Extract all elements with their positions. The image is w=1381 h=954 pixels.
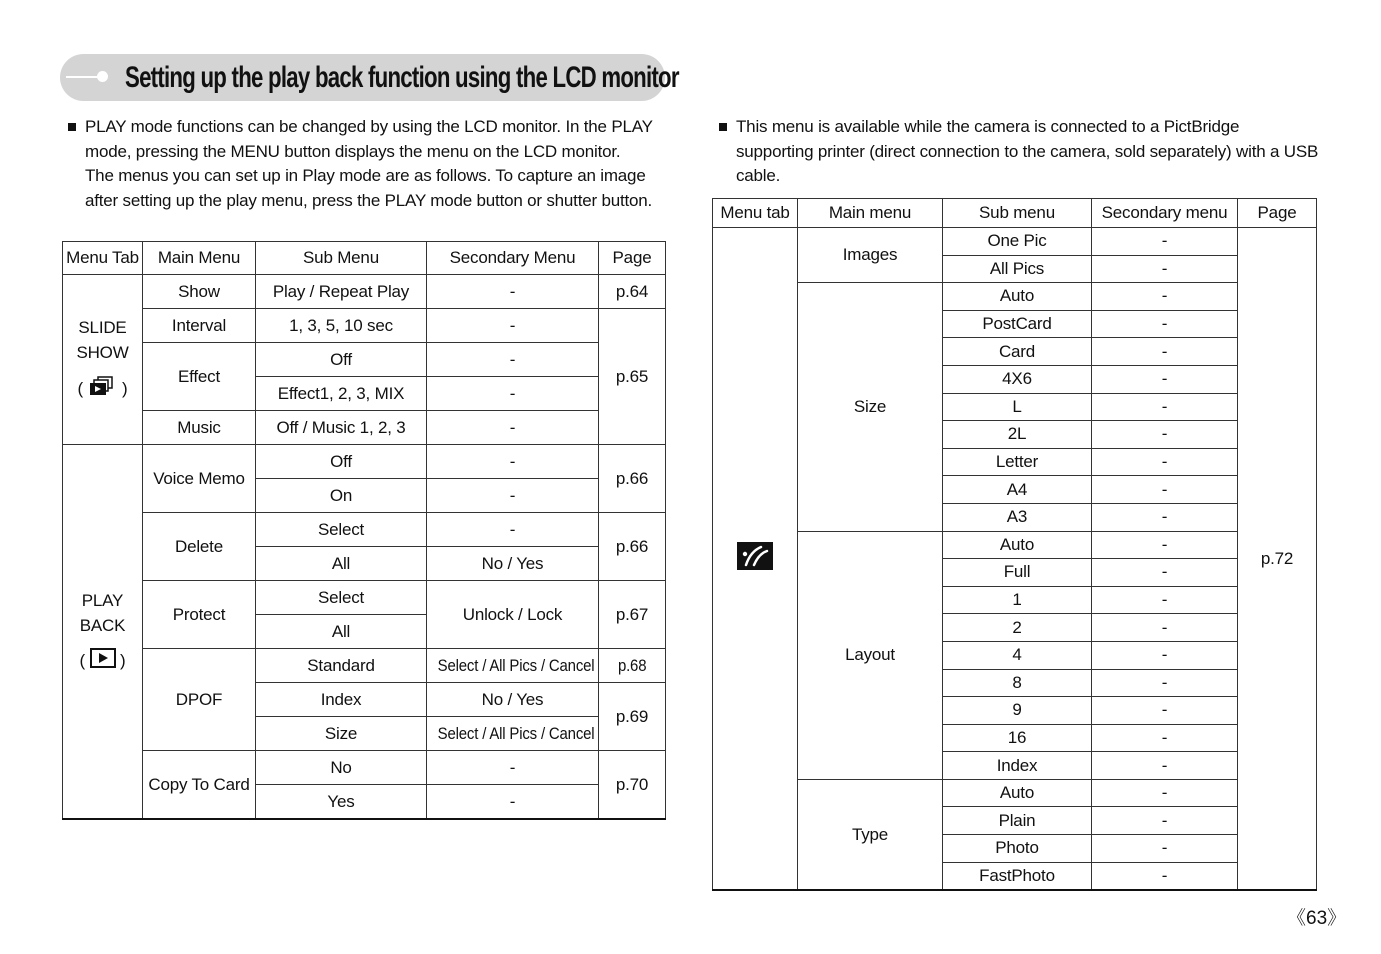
table-row: 4X6 - xyxy=(713,365,1317,393)
header-secondary-menu: Secondary Menu xyxy=(427,242,599,275)
table-row: FastPhoto - xyxy=(713,862,1317,890)
intro-right-paragraph: This menu is available while the camera is connected to a PictBridge supporting printer (direct connection to the camera, sold separately) with a USB cable. xyxy=(719,115,1319,189)
table-row: All xyxy=(63,615,666,649)
page-ref: p.72 xyxy=(1238,228,1317,891)
play-icon xyxy=(90,648,116,675)
main-menu-voice-memo: Voice Memo xyxy=(143,445,256,513)
main-menu-music: Music xyxy=(143,411,256,445)
table-row: SLIDE SHOW ( ) Show Play / Repeat Play - p.64 xyxy=(63,275,666,309)
table-row: 1 - xyxy=(713,586,1317,614)
menu-tab-playback: PLAY BACK ( ) xyxy=(63,445,143,820)
main-menu-layout: Layout xyxy=(798,531,943,779)
table-row: Size Auto - xyxy=(713,283,1317,311)
table-row: Index No / Yes p.69 xyxy=(63,683,666,717)
banner-dot-decoration xyxy=(97,71,108,82)
main-menu-delete: Delete xyxy=(143,513,256,581)
main-menu-protect: Protect xyxy=(143,581,256,649)
table-row: Images One Pic - p.72 xyxy=(713,228,1317,256)
table-row: 9 - xyxy=(713,697,1317,725)
table-row: DPOF Standard Select / All Pics / Cancel p.68 xyxy=(63,649,666,683)
table-row: Music Off / Music 1, 2, 3 - xyxy=(63,411,666,445)
table-row: A4 - xyxy=(713,476,1317,504)
main-menu-type: Type xyxy=(798,779,943,890)
table-row: Delete Select - p.66 xyxy=(63,513,666,547)
table-row: 2 - xyxy=(713,614,1317,642)
table-row: Layout Auto - xyxy=(713,531,1317,559)
table-row: Effect Off - xyxy=(63,343,666,377)
table-row: Full - xyxy=(713,559,1317,587)
main-menu-show: Show xyxy=(143,275,256,309)
bullet-square-icon xyxy=(719,123,727,131)
menu-tab-pictbridge xyxy=(713,228,798,891)
table-row: Size Select / All Pics / Cancel xyxy=(63,717,666,751)
main-menu-effect: Effect xyxy=(143,343,256,411)
header-main-menu: Main menu xyxy=(798,199,943,228)
table-row: Copy To Card No - p.70 xyxy=(63,751,666,785)
table-row: Yes - xyxy=(63,785,666,820)
table-row: All Pics - xyxy=(713,255,1317,283)
table-row: A3 - xyxy=(713,503,1317,531)
header-sub-menu: Sub Menu xyxy=(256,242,427,275)
table-row: L - xyxy=(713,393,1317,421)
table-row: All No / Yes xyxy=(63,547,666,581)
header-menu-tab: Menu Tab xyxy=(63,242,143,275)
table-row: Letter - xyxy=(713,448,1317,476)
slideshow-icon xyxy=(88,375,118,404)
table-row: Index - xyxy=(713,752,1317,780)
menu-tab-slideshow: SLIDE SHOW ( ) xyxy=(63,275,143,445)
table-row: Photo - xyxy=(713,835,1317,863)
page-title: Setting up the play back function using the LCD monitor xyxy=(125,61,679,94)
bullet-square-icon xyxy=(68,123,76,131)
header-secondary-menu: Secondary menu xyxy=(1092,199,1238,228)
header-sub-menu: Sub menu xyxy=(943,199,1092,228)
pictbridge-icon xyxy=(737,542,773,575)
table-row: 2L - xyxy=(713,421,1317,449)
table-header-row xyxy=(713,199,1317,228)
table-row: Protect Select Unlock / Lock p.67 xyxy=(63,581,666,615)
intro-left-paragraph: PLAY mode functions can be changed by using the LCD monitor. In the PLAY mode, pressing the MENU button displays the menu on the LCD monitor. The menus you can set up in Play mode are as follows. To capture an image after setting up the play menu, press the PLAY mode button or shutter button. xyxy=(68,115,653,213)
play-menu-table xyxy=(62,241,666,820)
page-number: 《63》 xyxy=(1287,908,1347,929)
main-menu-dpof: DPOF xyxy=(143,649,256,751)
main-menu-interval: Interval xyxy=(143,309,256,343)
table-header-row xyxy=(63,242,666,275)
table-row: 8 - xyxy=(713,669,1317,697)
table-row: On - xyxy=(63,479,666,513)
table-row: Plain - xyxy=(713,807,1317,835)
table-row: 16 - xyxy=(713,724,1317,752)
table-row: Card - xyxy=(713,338,1317,366)
header-main-menu: Main Menu xyxy=(143,242,256,275)
header-page: Page xyxy=(1238,199,1317,228)
table-row: Effect1, 2, 3, MIX - xyxy=(63,377,666,411)
main-menu-images: Images xyxy=(798,228,943,283)
table-row: PostCard - xyxy=(713,310,1317,338)
header-menu-tab: Menu tab xyxy=(713,199,798,228)
main-menu-copy-to-card: Copy To Card xyxy=(143,751,256,820)
table-row: PLAY BACK ( ) Voice Memo Off - p.66 xyxy=(63,445,666,479)
main-menu-size: Size xyxy=(798,283,943,531)
table-row: Type Auto - xyxy=(713,779,1317,807)
pictbridge-menu-table xyxy=(712,198,1317,891)
table-row: Interval 1, 3, 5, 10 sec - p.65 xyxy=(63,309,666,343)
table-row: 4 - xyxy=(713,641,1317,669)
header-page: Page xyxy=(599,242,666,275)
